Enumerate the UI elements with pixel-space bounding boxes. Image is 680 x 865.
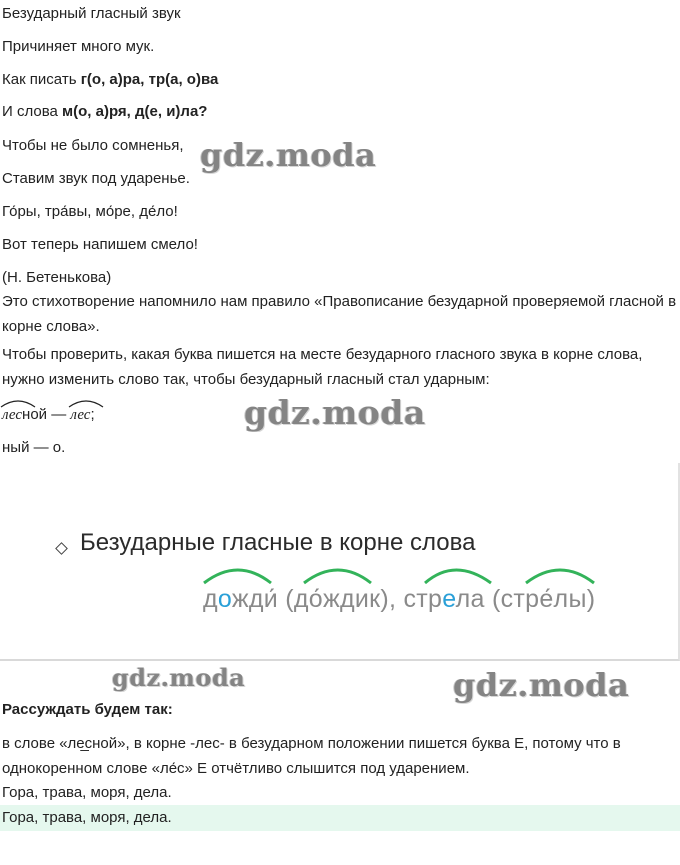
watermark: gdz.moda <box>453 666 630 704</box>
root-word-2: лес <box>70 407 91 423</box>
watermark: gdz.moda <box>244 393 426 432</box>
poem-line-4 <box>2 102 207 122</box>
poem-line-3-prefix: Как писать <box>2 71 81 88</box>
poem-line-7: Го́ры, тра́вы, мо́ре, де́ло! <box>2 203 178 220</box>
rule-card-example-a3: жд <box>231 585 264 613</box>
rule-card-title: Безударные гласные в корне слова <box>80 529 476 556</box>
rule-card-example-a1: д <box>203 585 218 613</box>
poem-line-3-words: г(о, а)ра, тр(а, о)ва <box>80 71 219 88</box>
rule-card-example <box>203 585 595 614</box>
reasoning-paragraph: в слове «ле̲сной», в корне -лес- в безударном положении пишется буква Е, потому что в однокоренном слове «ле́с» Е отчётливо слышится под ударением. <box>2 735 621 777</box>
poem-line-2: Причиняет много мук. <box>2 38 155 55</box>
explanation-paragraph-1: Это стихотворение напомнило нам правило «Правописание безударной проверяемой гласной в корне слова». <box>2 293 677 335</box>
rule-card-example-b: (до́ждик), стр <box>278 585 443 613</box>
watermark: gdz.moda <box>200 136 377 174</box>
root-suffix: ной — <box>22 406 67 423</box>
root-mark-2 <box>70 405 90 425</box>
reasoning-heading-text: Рассуждать будем так: <box>2 701 173 718</box>
root-word-1: лес <box>2 407 23 423</box>
root-example-line-2: ный — о. <box>2 439 66 456</box>
rule-card-example-a2: о <box>217 585 232 613</box>
poem-line-4-prefix: И слова <box>2 103 63 120</box>
rule-card <box>0 463 680 661</box>
reasoning-heading <box>2 700 173 720</box>
poem-line-5: Чтобы не было сомненья, <box>2 137 184 154</box>
poem-line-4-words: м(о, а)ря, д(е, и)ла? <box>62 103 208 120</box>
poem-author: (Н. Бетенькова) <box>2 269 112 286</box>
rule-card-example-c: е <box>442 585 456 613</box>
rule-card-example-a4: и́ <box>263 585 279 613</box>
answer-line: Гора, трава, моря, дела. <box>2 784 172 801</box>
root-arc-icon <box>68 398 104 408</box>
poem-line-1: Безударный гласный звук <box>2 5 181 22</box>
poem-line-6: Ставим звук под ударенье. <box>2 170 190 187</box>
watermark: gdz.moda <box>112 663 246 692</box>
root-example <box>2 405 95 425</box>
poem-line-8: Вот теперь напишем смело! <box>2 236 198 253</box>
explanation-paragraph-2: Чтобы проверить, какая буква пишется на месте безударного гласного звука в корне слова, нужно изменить слово так, чтобы безударный гласный стал ударным: <box>2 346 643 388</box>
root-mark-1 <box>2 405 22 425</box>
answer-line-highlighted: Гора, трава, моря, дела. <box>2 809 172 826</box>
root-arc-icon <box>0 398 36 408</box>
rule-card-example-d: ла (стре́лы) <box>455 585 596 613</box>
diamond-icon <box>55 542 68 555</box>
root-end: ; <box>90 406 95 423</box>
poem-line-3 <box>2 70 218 90</box>
